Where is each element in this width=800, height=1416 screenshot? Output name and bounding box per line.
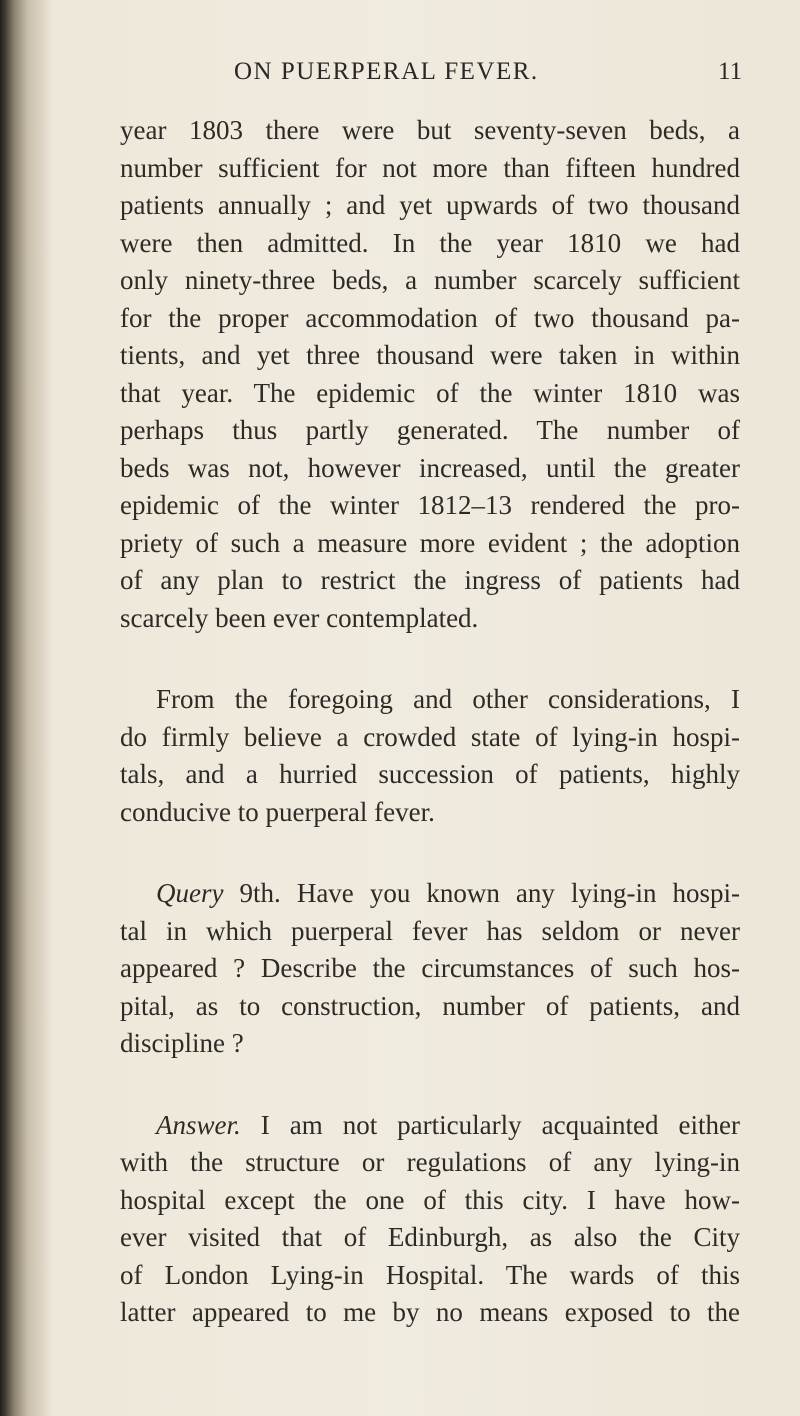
paragraph-gap (120, 831, 740, 875)
text-line: hospital except the one of this city. I have how- (120, 1184, 740, 1215)
text-line: were then admitted. In the year 1810 we had (120, 227, 740, 258)
text-line (120, 1107, 740, 1145)
text-line: conducive to puerperal fever. (120, 796, 435, 827)
paragraph-gap (120, 1063, 740, 1107)
text-line: pital, as to construction, number of patients, and (120, 990, 740, 1021)
paragraph-conclusion (120, 681, 740, 831)
text-line: From the foregoing and other considerations, I (156, 684, 740, 714)
text-line: only ninety-three beds, a number scarcely sufficient (120, 265, 740, 295)
text-line: of any plan to restrict the ingress of patients had (120, 565, 740, 595)
text-line: priety of such a measure more evident ; the adoption (120, 527, 740, 558)
running-title: ON PUERPERAL FEVER. (234, 58, 539, 85)
text-line: do firmly believe a crowded state of lying-in hospi- (120, 721, 740, 752)
text-line: tal in which puerperal fever has seldom or never (120, 915, 740, 946)
text-line: appeared ? Describe the circumstances of such hos- (120, 953, 740, 983)
text-line: scarcely been ever contemplated. (120, 602, 479, 633)
text-line: tals, and a hurried succession of patients, highly (120, 759, 740, 789)
text-line: that year. The epidemic of the winter 1810 was (120, 377, 740, 408)
paragraph-query (120, 875, 740, 1063)
binding-gutter-shadow (0, 0, 52, 1416)
text-line: epidemic of the winter 1812–13 rendered the pro- (120, 490, 740, 520)
text-line: year 1803 there were but seventy-seven beds, a (120, 115, 740, 145)
answer-label: Answer. (156, 1109, 241, 1140)
text-line: beds was not, however increased, until the greater (120, 452, 740, 483)
text-line: patients annually ; and yet upwards of two thousand (120, 190, 740, 220)
paragraph-answer (120, 1107, 740, 1332)
text-line: of London Lying-in Hospital. The wards of this (120, 1259, 740, 1290)
page-number: 11 (718, 58, 743, 85)
text-line: perhaps thus partly generated. The number of (120, 415, 740, 445)
text-line: discipline ? (120, 1028, 244, 1058)
query-label: Query (156, 878, 224, 908)
body-text (120, 112, 740, 1332)
query-text: 9th. Have you known any lying-in hospi- (223, 878, 740, 908)
running-head (0, 58, 800, 98)
text-line: ever visited that of Edinburgh, as also the City (120, 1222, 740, 1252)
text-line (120, 875, 740, 913)
text-line: for the proper accommodation of two thousand pa- (120, 302, 740, 333)
text-line: tients, and yet three thousand were taken in within (120, 340, 740, 370)
paragraph-gap (120, 637, 740, 681)
paragraph-hospital-beds (120, 112, 740, 637)
text-line: latter appeared to me by no means exposed to the (120, 1297, 740, 1327)
answer-text: I am not particularly acquainted either (240, 1109, 740, 1140)
text-line: number sufficient for not more than fifteen hundred (120, 152, 740, 183)
text-line: with the structure or regulations of any lying-in (120, 1147, 740, 1177)
